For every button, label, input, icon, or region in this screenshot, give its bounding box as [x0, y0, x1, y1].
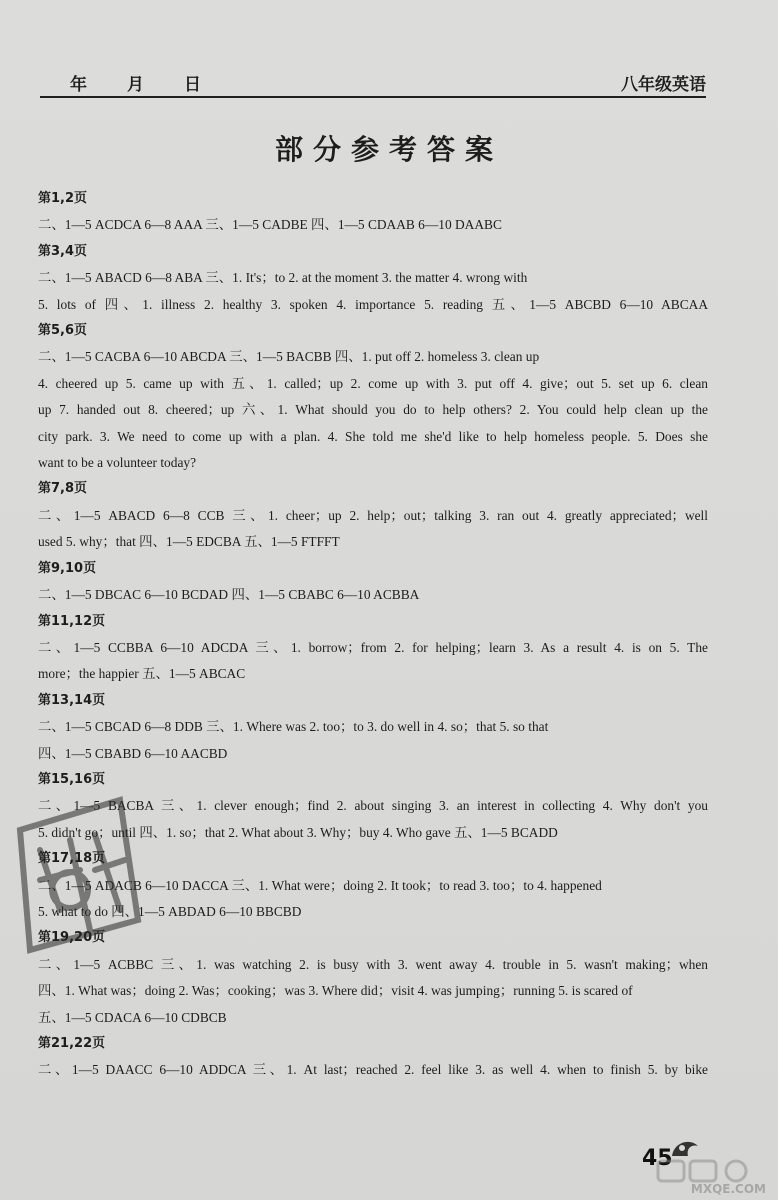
- answer-line: 4. cheered up 5. came up with 五、1. called；up 2. come up with 3. put off 4. give；out 5. set up 6. clean: [38, 375, 708, 391]
- section-heading: 第7,8页: [38, 481, 88, 497]
- month-label: 月: [127, 75, 146, 95]
- answer-line: 二、1—5 ACDCA 6—8 AAA 三、1—5 CADBE 四、1—5 CDAAB 6—10 DAABC: [38, 217, 502, 233]
- year-label: 年: [70, 75, 89, 95]
- page-number: 45: [642, 1146, 673, 1171]
- section-heading: 第19,20页: [38, 930, 106, 946]
- answer-line: city park. 3. We need to come up with a plan. 4. She told me she'd like to help homeless people. 5. Does she: [38, 428, 708, 444]
- answer-line: want to be a volunteer today?: [38, 455, 197, 471]
- answer-line: 二、1—5 CBCAD 6—8 DDB 三、1. Where was 2. too；to 3. do well in 4. so；that 5. so that: [38, 719, 549, 735]
- stamp-seal-icon: [0, 760, 150, 960]
- answer-line: 5. didn't go；until 四、1. so；that 2. What about 3. Why；buy 4. Who gave 五、1—5 BCADD: [38, 824, 558, 840]
- page-title: 部分参考答案: [274, 133, 503, 166]
- section-heading: 第21,22页: [38, 1036, 106, 1051]
- answer-line: 二、1—5 DAACC 6—10 ADDCA 三、1. At last；reached 2. feel like 3. as well 4. when to finish 5. by bike: [38, 1062, 708, 1078]
- site-watermark: [652, 1158, 772, 1198]
- answer-line: 二、1—5 CCBBA 6—10 ADCDA 三、1. borrow；from 2. for helping；learn 3. As a result 4. is on 5. The: [38, 639, 708, 655]
- answer-line: up 7. handed out 8. cheered；up 六、1. What should you do to help others? 2. You could help clean up the: [38, 402, 708, 418]
- watermark-url: MXQE.COM: [690, 1182, 766, 1196]
- answer-line: 5. what to do 四、1—5 ABDAD 6—10 BBCBD: [38, 903, 302, 919]
- answer-line: 二、1—5 ACBBC 三、1. was watching 2. is busy with 3. went away 4. trouble in 5. wasn't making；when: [38, 956, 708, 972]
- answer-line: 五、1—5 CDACA 6—10 CDBCB: [38, 1009, 227, 1025]
- answer-line: 二、1—5 ADACB 6—10 DACCA 三、1. What were；doing 2. It took；to read 3. too；to 4. happened: [38, 877, 602, 893]
- section-heading: 第5,6页: [38, 323, 88, 339]
- section-heading: 第15,16页: [38, 771, 106, 787]
- answer-line: 二、1—5 ABACD 6—8 CCB 三、1. cheer；up 2. help；out；talking 3. ran out 4. greatly appreciated；well: [38, 507, 708, 523]
- date-line: [70, 70, 203, 95]
- answer-line: 二、1—5 CACBA 6—10 ABCDA 三、1—5 BACBB 四、1. put off 2. homeless 3. clean up: [38, 349, 540, 365]
- section-heading: 第17,18页: [38, 851, 106, 867]
- answer-line: 二、1—5 ABACD 6—8 ABA 三、1. It's；to 2. at the moment 3. the matter 4. wrong with: [38, 270, 528, 286]
- watermark-logo-icon: [652, 1158, 772, 1184]
- subject-label: 八年级英语: [621, 75, 706, 95]
- section-heading: 第11,12页: [38, 613, 106, 629]
- section-heading: 第9,10页: [38, 560, 97, 576]
- page-header: [40, 66, 706, 98]
- answer-line: 二、1—5 BACBA 三、1. clever enough；find 2. about singing 3. an interest in collecting 4. Why don't you: [38, 798, 708, 814]
- section-heading: 第1,2页: [38, 191, 88, 206]
- day-label: 日: [184, 75, 203, 95]
- answer-line: 四、1. What was；doing 2. Was；cooking；was 3. Where did；visit 4. was jumping；running 5. is scared of: [38, 983, 633, 999]
- answer-line: 四、1—5 CBABD 6—10 AACBD: [38, 745, 228, 761]
- answer-line: 5. lots of 四、1. illness 2. healthy 3. spoken 4. importance 5. reading 五、1—5 ABCBD 6—10 ABCAA: [38, 296, 708, 312]
- section-heading: 第3,4页: [38, 243, 88, 259]
- answer-line: more；the happier 五、1—5 ABCAC: [38, 666, 246, 682]
- answer-line: 二、1—5 DBCAC 6—10 BCDAD 四、1—5 CBABC 6—10 ACBBA: [38, 587, 420, 603]
- section-heading: 第13,14页: [38, 692, 106, 708]
- answer-line: used 5. why；that 四、1—5 EDCBA 五、1—5 FTFFT: [38, 534, 340, 550]
